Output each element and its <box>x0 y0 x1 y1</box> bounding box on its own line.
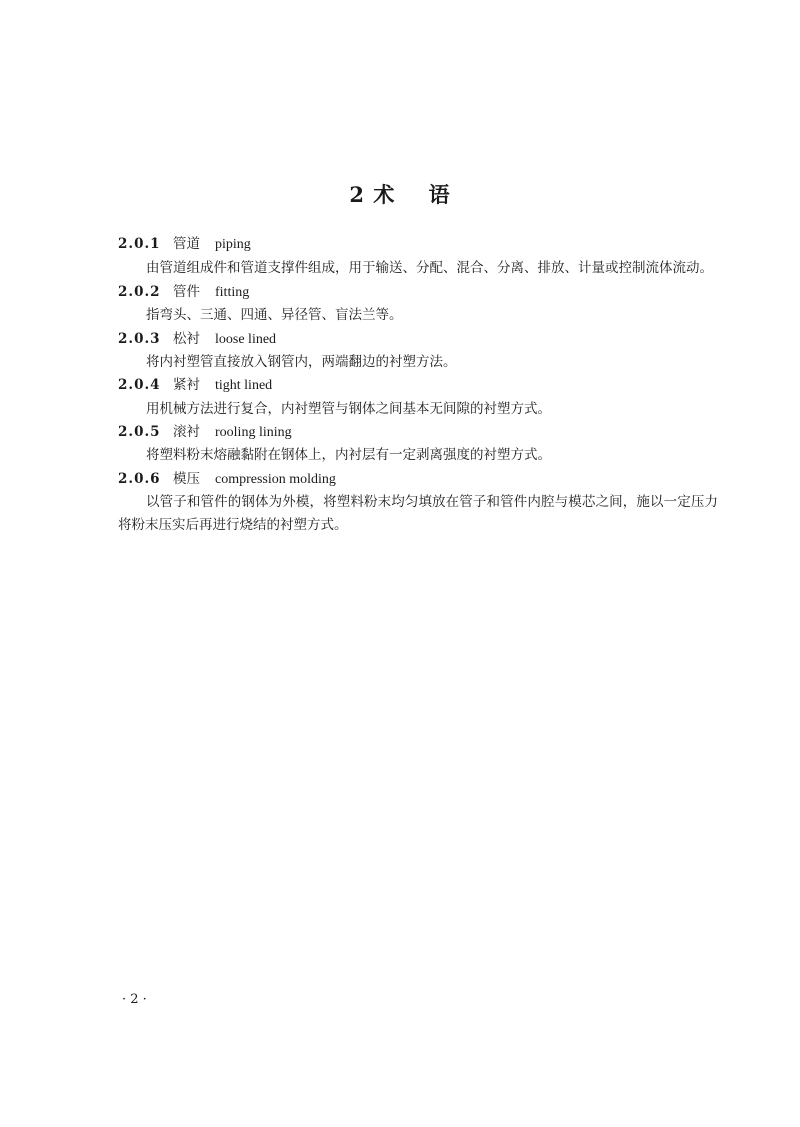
term-chinese-name: 管道 <box>173 236 200 252</box>
page-title: 2 术 语 <box>349 182 451 207</box>
term-number: 2.0.4 <box>118 377 161 393</box>
term-heading-fitting <box>118 281 249 303</box>
term-heading-piping <box>118 233 251 255</box>
term-definition: 以管子和管件的钢体为外模，将塑料粉末均匀填放在管子和管件内腔与模芯之间，施以一定压力将粉末压实后再进行烧结的衬塑方式。 <box>118 494 718 533</box>
term-definition: 将塑料粉末熔融黏附在钢体上，内衬层有一定剥离强度的衬塑方式。 <box>146 447 551 463</box>
term-heading-rooling-lining <box>118 421 292 443</box>
term-english-name: piping <box>215 237 251 252</box>
term-chinese-name: 管件 <box>173 284 200 300</box>
term-chinese-name: 松衬 <box>173 331 200 347</box>
term-english-name: tight lined <box>215 378 273 393</box>
term-definition: 由管道组成件和管道支撑件组成，用于输送、分配、混合、分离、排放、计量或控制流体流动。 <box>146 260 713 276</box>
term-english-name: rooling lining <box>215 425 292 440</box>
page-number: · 2 · <box>122 992 147 1007</box>
term-definition: 指弯头、三通、四通、异径管、盲法兰等。 <box>146 307 403 323</box>
term-definition: 用机械方法进行复合，内衬塑管与钢体之间基本无间隙的衬塑方式。 <box>146 401 551 417</box>
term-english-name: compression molding <box>215 472 336 487</box>
term-heading-tight-lined <box>118 374 272 396</box>
term-chinese-name: 模压 <box>173 471 200 487</box>
term-english-name: fitting <box>215 285 250 300</box>
term-number: 2.0.2 <box>118 284 161 300</box>
term-definition: 将内衬塑管直接放入钢管内，两端翻边的衬塑方法。 <box>146 354 457 370</box>
term-heading-compression-molding <box>118 468 336 490</box>
term-chinese-name: 紧衬 <box>173 377 200 393</box>
term-number: 2.0.3 <box>118 331 161 347</box>
term-english-name: loose lined <box>215 332 277 347</box>
term-number: 2.0.5 <box>118 424 161 440</box>
term-number: 2.0.1 <box>118 236 161 252</box>
term-chinese-name: 滚衬 <box>173 424 200 440</box>
term-number: 2.0.6 <box>118 471 161 487</box>
term-heading-loose-lined <box>118 328 276 350</box>
